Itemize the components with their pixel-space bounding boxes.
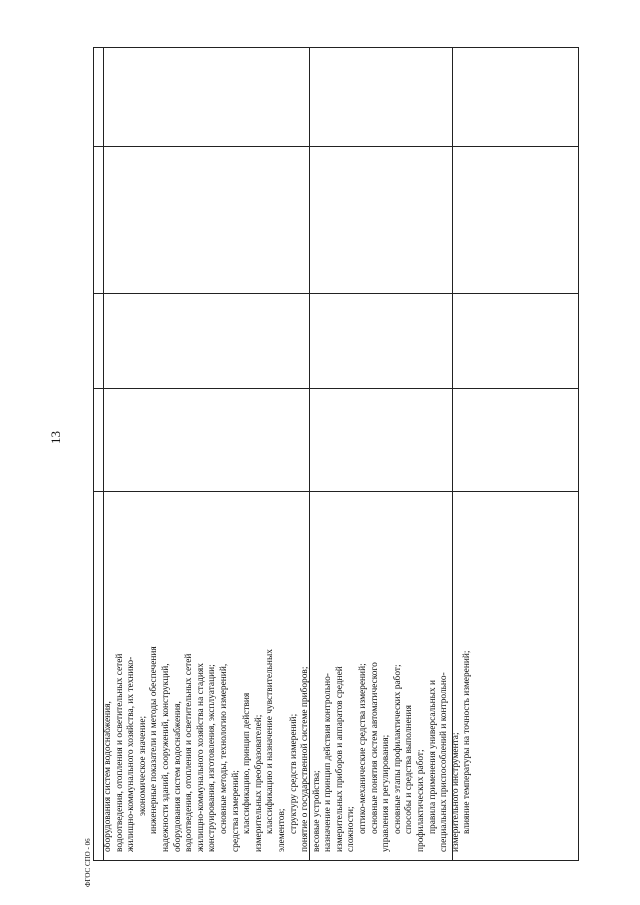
text-line: понятие о государственной системе приборов;	[300, 666, 311, 852]
column-divider	[93, 491, 579, 492]
text-line: управления и регулирования;	[381, 734, 392, 852]
text-line: водоотведения, отопления и осветительных сетей	[184, 653, 195, 852]
text-line: элементов;	[276, 808, 287, 852]
text-line: правила применения универсальных и	[427, 680, 438, 834]
text-line: основные этапы профилактических работ;	[392, 664, 403, 834]
text-line: влияние температуры на точность измерений;	[462, 650, 473, 834]
text-line: сложности;	[346, 806, 357, 852]
text-line: надежности зданий, сооружений, конструкций,	[160, 663, 171, 852]
column-divider	[93, 146, 579, 147]
text-line: основные понятия систем автоматического	[369, 662, 380, 834]
text-line: классификацию, принцип действия	[242, 692, 253, 834]
text-line: экономическое значение;	[137, 715, 148, 816]
text-line: оборудования систем водоснабжения,	[172, 701, 183, 852]
document-code: ФГОС СПО - 06	[84, 838, 92, 887]
text-line: оптико-механические средства измерений;	[358, 663, 369, 834]
text-line: инженерные показатели и методы обеспечения	[149, 646, 160, 834]
text-line: водоотведения, отопления и осветительных сетей	[114, 653, 125, 852]
text-line: средства измерений;	[230, 770, 241, 852]
text-line: жилищно-коммунального хозяйства на стадиях	[195, 663, 206, 852]
text-line: весовые устройства;	[311, 770, 322, 852]
text-line: жилищно-коммунального хозяйства, их технико-	[126, 656, 137, 852]
column-divider	[93, 388, 579, 389]
text-line: измерительного инструмента;	[450, 732, 461, 852]
text-line: структуру средств измерений;	[288, 713, 299, 834]
text-line: конструирования, изготовления, эксплуатации;	[207, 664, 218, 852]
text-line: классификацию и назначение чувствительных	[265, 649, 276, 834]
text-line: измерительных преобразователей;	[253, 714, 264, 852]
text-line: измерительных приборов и аппаратов средней	[334, 666, 345, 852]
column-divider	[93, 293, 579, 294]
text-line: специальных приспособлений и контрольно-	[439, 672, 450, 852]
competency-text-cell	[103, 498, 473, 852]
text-line: оборудования систем водоснабжения,	[103, 701, 113, 852]
text-line: способы и средства выполнения	[404, 705, 415, 834]
text-line: основные методы, технологию измерений,	[218, 663, 229, 834]
text-line: профилактических работ;	[416, 749, 427, 852]
page-number: 13	[48, 431, 63, 444]
text-line: назначение и принцип действия контрольно-	[323, 673, 334, 852]
